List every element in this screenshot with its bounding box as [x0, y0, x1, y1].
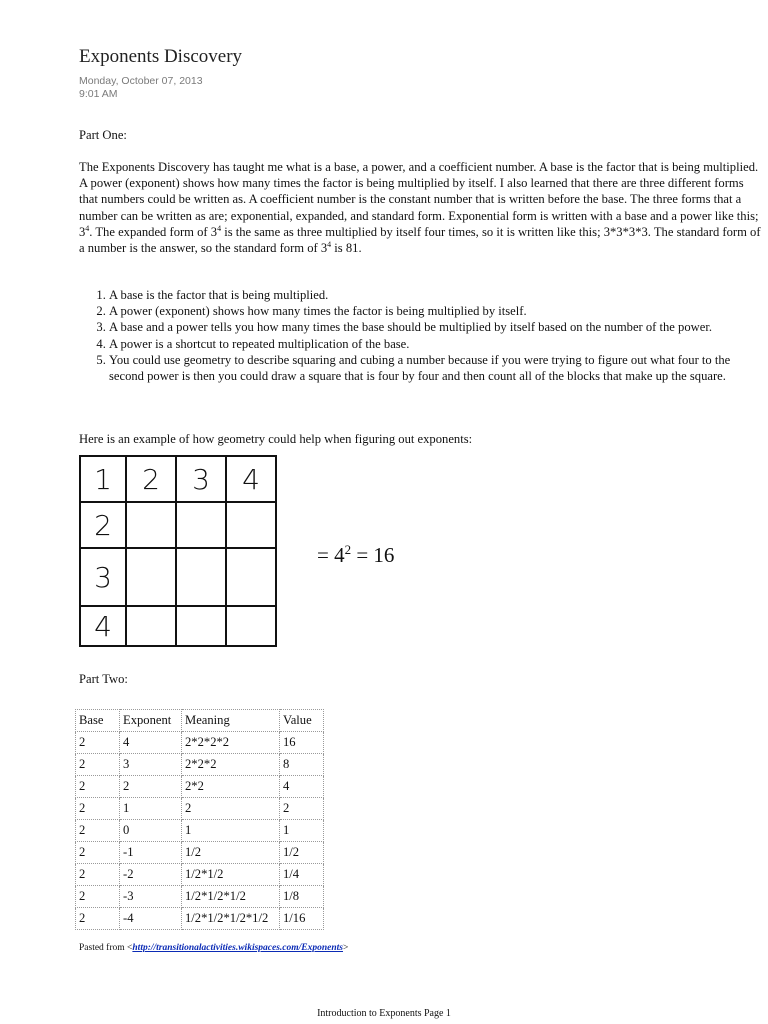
page-title: Exponents Discovery — [79, 46, 243, 67]
list-item: 3. A base and a power tells you how many times the base should be multiplied by itself based on the number of the power. — [109, 319, 761, 335]
grid-cell — [226, 502, 276, 548]
table-cell: 4 — [280, 776, 324, 798]
grid-cell — [176, 548, 226, 606]
grid-cell — [126, 606, 176, 646]
table-cell: 1/4 — [280, 864, 324, 886]
grid-cell — [226, 606, 276, 646]
table-cell: 1/2*1/2 — [182, 864, 280, 886]
grid-cell: 1 — [80, 456, 126, 502]
exponent-3: 4 — [327, 239, 332, 249]
table-row — [76, 754, 324, 776]
table-cell: 2 — [76, 908, 120, 930]
column-header: Exponent — [120, 710, 182, 732]
grid-cell: 2 — [80, 502, 126, 548]
table-row — [76, 908, 324, 930]
grid-cell — [126, 548, 176, 606]
key-points-list — [79, 287, 761, 384]
table-cell: 4 — [120, 732, 182, 754]
table-row — [76, 776, 324, 798]
equation-exponent: 2 — [344, 542, 352, 557]
table-cell: 2 — [76, 842, 120, 864]
table-cell: 2 — [76, 754, 120, 776]
column-header: Value — [280, 710, 324, 732]
table-cell: 1/8 — [280, 886, 324, 908]
table-row — [76, 886, 324, 908]
table-cell: -2 — [120, 864, 182, 886]
table-cell: 1 — [182, 820, 280, 842]
grid-cell — [176, 606, 226, 646]
page-footer: Introduction to Exponents Page 1 — [317, 1008, 451, 1019]
table-cell: 1 — [280, 820, 324, 842]
table-cell: 2 — [76, 776, 120, 798]
column-header: Base — [76, 710, 120, 732]
grid-cell: 4 — [80, 606, 126, 646]
list-item: 1. A base is the factor that is being multiplied. — [109, 287, 761, 303]
grid-cell: 3 — [80, 548, 126, 606]
table-cell: 2*2*2 — [182, 754, 280, 776]
table-row — [76, 864, 324, 886]
table-row — [76, 798, 324, 820]
table-cell: 8 — [280, 754, 324, 776]
table-cell: 2 — [76, 798, 120, 820]
geometry-grid — [79, 455, 277, 647]
grid-cell — [176, 502, 226, 548]
equation: = $4^2 = 16$ — [317, 542, 395, 567]
table-cell: 2*2*2*2 — [182, 732, 280, 754]
table-cell: 2 — [76, 820, 120, 842]
table-cell: -3 — [120, 886, 182, 908]
table-cell: 1/2*1/2*1/2*1/2 — [182, 908, 280, 930]
table-cell: 2 — [76, 886, 120, 908]
table-cell: -4 — [120, 908, 182, 930]
table-cell: 2 — [76, 732, 120, 754]
table-cell: -1 — [120, 842, 182, 864]
list-item: 5. You could use geometry to describe squaring and cubing a number because if you were trying to figure out what four to the second power is then you could draw a square that is four by four and then count all of the blocks that make up the square. — [109, 352, 761, 384]
column-header: Meaning — [182, 710, 280, 732]
table-cell: 3 — [120, 754, 182, 776]
table-cell: 1 — [120, 798, 182, 820]
table-cell: 2 — [280, 798, 324, 820]
table-cell: 16 — [280, 732, 324, 754]
exponent-1: 4 — [85, 223, 90, 233]
list-item: 4. A power is a shortcut to repeated multiplication of the base. — [109, 336, 761, 352]
table-cell: 2 — [182, 798, 280, 820]
source-link[interactable]: http://transitionalactivities.wikispaces.com/Exponents — [132, 943, 343, 953]
table-cell: 1/16 — [280, 908, 324, 930]
example-intro: Here is an example of how geometry could help when figuring out exponents: — [79, 432, 473, 446]
table-cell: 2*2 — [182, 776, 280, 798]
grid-cell: 2 — [126, 456, 176, 502]
grid-cell — [226, 548, 276, 606]
table-cell: 1/2 — [280, 842, 324, 864]
table-cell: 1/2*1/2*1/2 — [182, 886, 280, 908]
note-date: Monday, October 07, 2013 — [79, 75, 203, 87]
grid-cell: 4 — [226, 456, 276, 502]
exponent-table — [75, 709, 324, 930]
table-cell: 2 — [76, 864, 120, 886]
grid-cell: 3 — [176, 456, 226, 502]
grid-cell — [126, 502, 176, 548]
table-cell: 0 — [120, 820, 182, 842]
table-row — [76, 732, 324, 754]
table-cell: 2 — [120, 776, 182, 798]
pasted-from: Pasted from <http://transitionalactivities.wikispaces.com/Exponents> — [79, 943, 349, 953]
part-one-paragraph: The Exponents Discovery has taught me what is a base, a power, and a coefficient number. A base is the factor that is being multiplied. A power (exponent) shows how many times the factor is being multiplied by itself. I also learned that there are three different forms that numbers could be written as. A coefficient number is the constant number that is written before the base. The three forms that a number can be written as are; exponential, expanded, and standard form. Exponential form is written with a base and a power like this; $3^4$. The expanded form of $3^4$ is the same as three multiplied by itself four times, so it is written like this; 3*3*3*3. The standard form of a number is the answer, so the standard form of $3^4$ is 81. — [79, 160, 761, 256]
note-time: 9:01 AM — [79, 88, 118, 100]
list-item: 2. A power (exponent) shows how many times the factor is being multiplied by itself. — [109, 303, 761, 319]
table-cell: 1/2 — [182, 842, 280, 864]
exponent-2: 4 — [217, 223, 222, 233]
table-header-row — [76, 710, 324, 732]
table-row — [76, 842, 324, 864]
part-two-heading: Part Two: — [79, 672, 128, 686]
table-row — [76, 820, 324, 842]
part-one-heading: Part One: — [79, 128, 127, 142]
